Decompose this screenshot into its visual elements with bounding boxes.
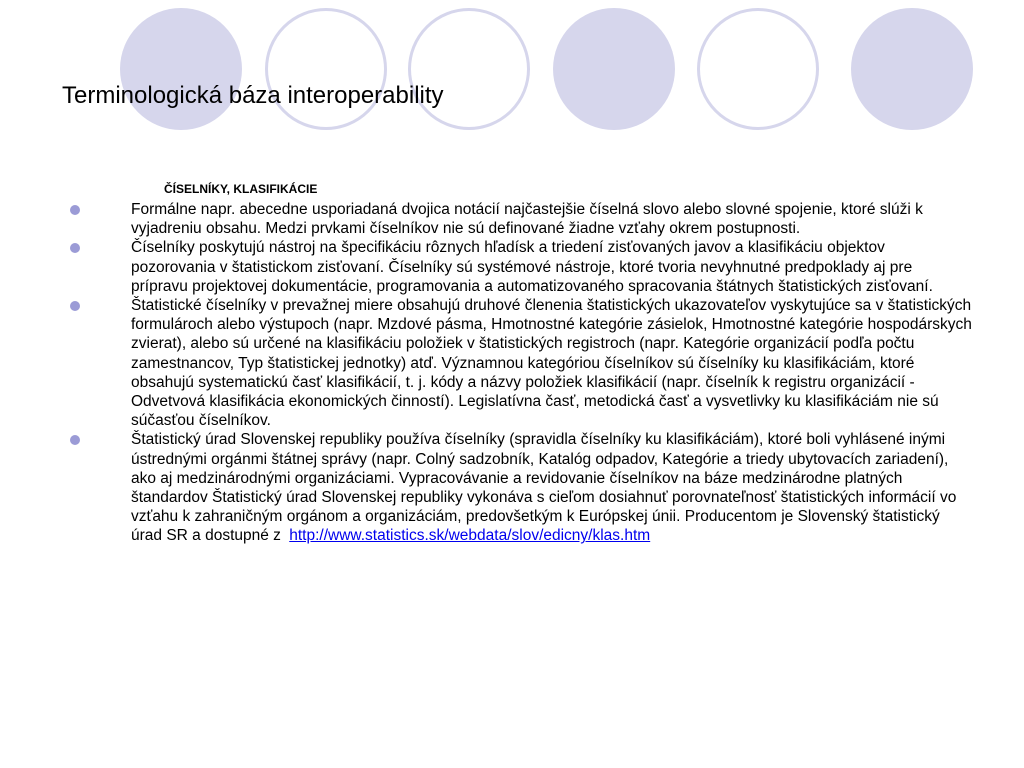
bullet-text: Číselníky poskytujú nástroj na špecifikáciu rôznych hľadísk a triedení zisťovaných javov a klasifikáciu objektov pozorovania v štatistickom zisťovaní. Číselníky sú systémové nástroje, ktoré tvoria nevyhnutné predpoklady aj pre prípravu projektovej dokumentácie, programovania a automatizovaného spracovania štátnych štatistických zisťovaní.	[131, 239, 933, 295]
section-subheading: ČÍSELNÍKY, KLASIFIKÁCIE	[164, 182, 318, 196]
bullet-text: Štatistický úrad Slovenskej republiky používa číselníky (spravidla číselníky ku klasifikáciám), ktoré boli vyhlásené inými ústrednými orgánmi štátnej správy (napr. Colný sadzobník, Katalóg odpadov, Kategórie a triedy ubytovacích zariadení), ako aj medzinárodnými organizáciami. Vypracovávanie a revidovanie číselníkov na báze medzinárodne platných štandardov Štatistický úrad Slovenskej republiky vykonáva s cieľom dosiahnuť porovnateľnosť štatistických informácií vo vzťahu k zahraničným orgánom a organizáciám, predovšetkým k Európskej únii. Producentom je Slovenský štatistický úrad SR a dostupné z	[131, 431, 957, 545]
bullet-item	[60, 430, 972, 545]
bullet-dot-icon	[70, 205, 80, 215]
decorative-circle	[697, 8, 819, 130]
bullet-dot-icon	[70, 435, 80, 445]
decorative-circle	[553, 8, 675, 130]
bullet-item	[60, 238, 972, 296]
bullet-text: Štatistické číselníky v prevažnej miere obsahujú druhové členenia štatistických ukazovateľov vyskytujúce sa v štatistických formulároch alebo výstupoch (napr. Mzdové pásma, Hmotnostné kategórie zásielok, Hmotnostné kategórie hospodárskych zvierat), alebo sú určené na klasifikáciu položiek v štatistických registroch (napr. Kategórie organizácií podľa počtu zamestnancov, Typ štatistickej jednotky) atď. Významnou kategóriou číselníkov sú číselníky ku klasifikáciám, ktoré obsahujú systematickú časť klasifikácií, t. j. kódy a názvy položiek klasifikácií (napr. číselník k registru organizácií - Odvetvová klasifikácia ekonomických činností). Legislatívna časť, metodická časť a vysvetlivky ku klasifikáciám nie sú súčasťou číselníkov.	[131, 297, 972, 430]
bullet-list	[60, 200, 972, 546]
bullet-text: Formálne napr. abecedne usporiadaná dvojica notácií najčastejšie číselná slovo alebo slovné spojenie, ktoré slúži k vyjadreniu obsahu. Medzi prvkami číselníkov nie sú definované žiadne vzťahy okrem postupnosti.	[131, 201, 923, 238]
bullet-dot-icon	[70, 243, 80, 253]
slide-title: Terminologická báza interoperability	[62, 82, 444, 109]
bullet-item	[60, 296, 972, 430]
statistics-link[interactable]: http://www.statistics.sk/webdata/slov/edicny/klas.htm	[289, 527, 651, 545]
bullet-dot-icon	[70, 301, 80, 311]
decorative-circle	[851, 8, 973, 130]
bullet-item	[60, 200, 972, 238]
